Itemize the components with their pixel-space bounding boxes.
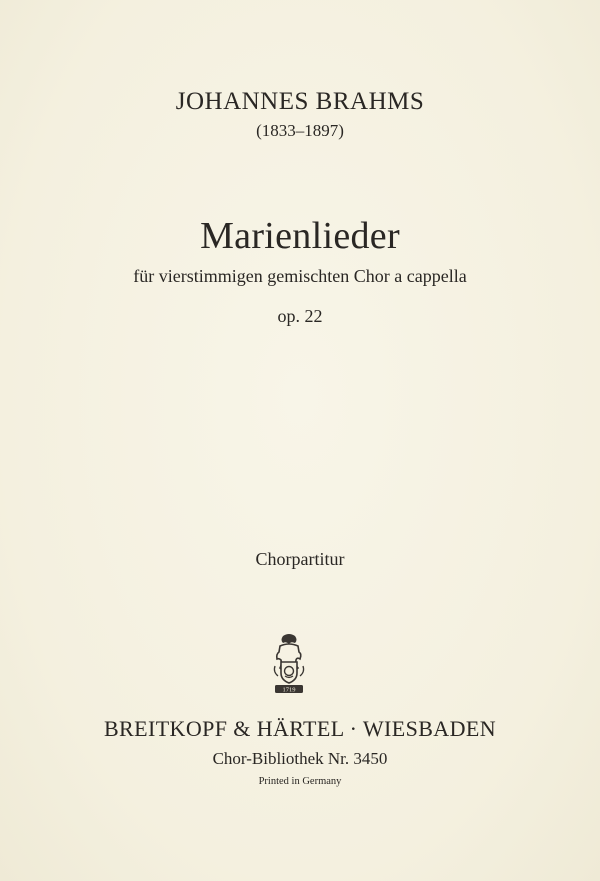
publisher-name: BREITKOPF & HÄRTEL · WIESBADEN [103, 716, 496, 741]
work-subtitle: für vierstimmigen gemischten Chor a cappella [133, 266, 467, 286]
edition-type: Chorpartitur [255, 549, 345, 569]
work-title: Marienlieder [200, 215, 400, 257]
printed-notice: Printed in Germany [258, 776, 342, 787]
composer-name: JOHANNES BRAHMS [175, 88, 425, 115]
emblem-year: 1719 [282, 686, 296, 694]
publisher-emblem-icon [269, 632, 309, 696]
catalog-number: Chor-Bibliothek Nr. 3450 [212, 749, 388, 768]
composer-dates: (1833–1897) [256, 121, 344, 140]
opus-number: op. 22 [277, 306, 323, 326]
